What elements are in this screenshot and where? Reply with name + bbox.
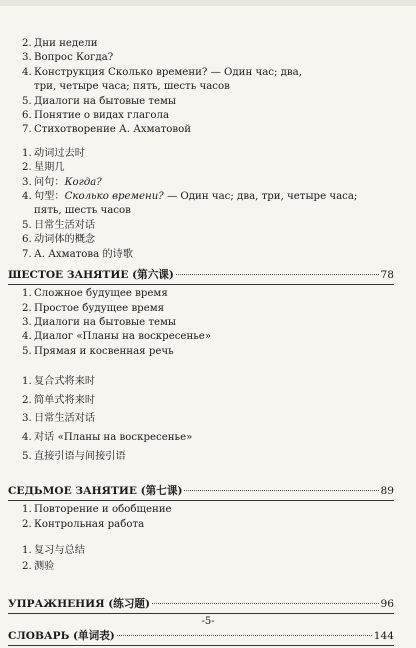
toc-item: 1. 动词过去时 — [22, 147, 85, 159]
lesson7-topics-zh — [22, 543, 394, 575]
toc-section-dictionary[interactable]: СЛОВАРЬ (单词表) 144 — [8, 629, 394, 642]
toc-item: 7. Стихотворение А. Ахматовой — [22, 124, 192, 136]
lesson7-topics-ru — [22, 503, 394, 532]
toc-section-lesson7[interactable]: СЕДЬМОЕ ЗАНЯТИЕ (第七课) 89 — [8, 485, 394, 498]
toc-item: 2. Дни недели — [22, 38, 98, 49]
section-divider — [8, 500, 394, 501]
toc-item: 5. 直接引语与间接引语 — [22, 450, 126, 462]
toc-item: 3. 日常生活对话 — [22, 413, 96, 425]
leader-dots — [152, 603, 378, 604]
toc-item: 2. Простое будущее время — [22, 302, 165, 314]
leader-dots — [117, 635, 372, 636]
toc-item: 2. 简单式将来时 — [22, 394, 96, 406]
toc-item: 1. 复习与总结 — [22, 544, 85, 556]
toc-item: 3. Диалоги на бытовые темы — [22, 316, 177, 328]
toc-item: 6. 动词体的概念 — [22, 234, 96, 246]
leader-dots — [184, 490, 378, 491]
section-divider — [8, 284, 394, 285]
lesson6-topics-ru — [22, 287, 394, 359]
toc-item: 1. Сложное будущее время — [22, 288, 168, 300]
lesson5-topics-zh — [22, 147, 394, 262]
toc-item: 2. 测验 — [22, 560, 55, 572]
toc-item: 2. Контрольная работа — [22, 518, 145, 530]
toc-item: 2. 星期几 — [22, 162, 65, 174]
lesson6-topics-zh — [22, 373, 394, 466]
lesson5-topics-ru — [22, 37, 394, 138]
toc-item: 4. 对话 «Планы на воскресенье» — [22, 431, 193, 443]
toc-item: 3. 问句：Когда? — [22, 176, 102, 188]
section-divider — [8, 613, 394, 614]
toc-item: 1. Повторение и обобщение — [22, 504, 172, 516]
toc-section-exercises[interactable]: УПРАЖНЕНИЯ (练习题) 96 — [8, 597, 394, 610]
toc-item: 4. 句型：Сколько времени? — Один час; два, три, четыре часа; пять, шесть часов — [22, 191, 358, 217]
toc-section-lesson6[interactable]: ШЕСТОЕ ЗАНЯТИЕ (第六课) 78 — [8, 269, 394, 282]
top-margin-strip — [0, 0, 416, 6]
toc-item: 6. Понятие о видах глагола — [22, 110, 170, 122]
section-divider — [8, 645, 394, 646]
table-of-contents — [8, 37, 394, 648]
leader-dots — [176, 274, 379, 275]
toc-item: 1. 复合式将来时 — [22, 376, 96, 388]
toc-item: 7. А. Ахматова 的诗歌 — [22, 248, 134, 260]
toc-item: 3. Вопрос Когда? — [22, 52, 114, 64]
page-number: -5- — [201, 616, 215, 627]
toc-item: 5. 日常生活对话 — [22, 219, 96, 231]
toc-item: 4. Диалог «Планы на воскресенье» — [22, 331, 212, 343]
toc-item: 5. Прямая и косвенная речь — [22, 345, 174, 357]
toc-item: 4. Конструкция Сколько времени? — Один час; два, три, четыре часа; пять, шесть часов — [22, 66, 302, 93]
toc-item: 5. Диалоги на бытовые темы — [22, 95, 177, 107]
